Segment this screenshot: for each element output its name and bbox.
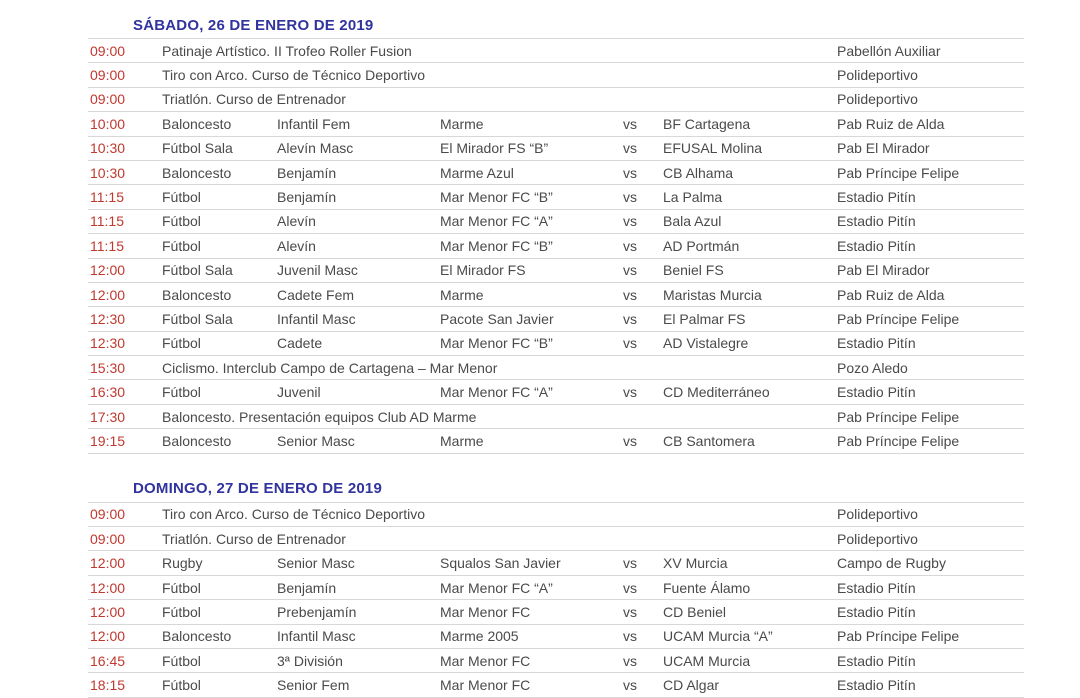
venue-cell: Pab Príncipe Felipe	[837, 432, 960, 449]
home-team-cell: Pacote San Javier	[440, 310, 554, 327]
venue-cell: Estadio Pitín	[837, 384, 916, 401]
category-cell: Benjamín	[277, 579, 337, 596]
event-row	[88, 526, 1024, 550]
sport-cell: Fútbol Sala	[162, 262, 233, 279]
away-team-cell: CB Santomera	[663, 432, 755, 449]
match-row	[88, 282, 1024, 306]
venue-cell: Pab Príncipe Felipe	[837, 628, 960, 645]
away-team-cell: La Palma	[663, 189, 723, 206]
home-team-cell: Marme Azul	[440, 164, 514, 181]
category-cell: Prebenjamín	[277, 603, 357, 620]
category-cell: Alevín Masc	[277, 140, 354, 157]
venue-cell: Pab Príncipe Felipe	[837, 408, 960, 425]
vs-cell: vs	[623, 677, 637, 694]
match-row	[88, 331, 1024, 355]
vs-cell: vs	[623, 579, 637, 596]
vs-cell: vs	[623, 652, 637, 669]
match-row	[88, 575, 1024, 599]
vs-cell: vs	[623, 262, 637, 279]
event-cell: Patinaje Artístico. II Trofeo Roller Fusion	[162, 42, 412, 59]
section-title: DOMINGO, 27 DE ENERO DE 2019	[133, 480, 383, 498]
match-row	[88, 233, 1024, 257]
venue-cell: Pabellón Auxiliar	[837, 42, 941, 59]
category-cell: Alevín	[277, 213, 316, 230]
vs-cell: vs	[623, 432, 637, 449]
sport-cell: Baloncesto	[162, 164, 232, 181]
home-team-cell: Mar Menor FC	[440, 603, 531, 620]
category-cell: Senior Fem	[277, 677, 350, 694]
away-team-cell: Bala Azul	[663, 213, 722, 230]
category-cell: Cadete	[277, 335, 323, 352]
day-section	[88, 476, 1024, 698]
home-team-cell: Mar Menor FC “B”	[440, 189, 553, 206]
sport-cell: Fútbol Sala	[162, 310, 233, 327]
away-team-cell: CD Algar	[663, 677, 720, 694]
vs-cell: vs	[623, 335, 637, 352]
time-cell: 16:45	[90, 652, 126, 669]
sport-cell: Fútbol	[162, 335, 201, 352]
day-section	[88, 12, 1024, 454]
time-cell: 11:15	[90, 189, 124, 206]
away-team-cell: BF Cartagena	[663, 115, 751, 132]
match-row	[88, 209, 1024, 233]
away-team-cell: CD Beniel	[663, 603, 727, 620]
match-row	[88, 111, 1024, 135]
event-cell: Triatlón. Curso de Entrenador	[162, 530, 346, 547]
vs-cell: vs	[623, 213, 637, 230]
time-cell: 09:00	[90, 42, 126, 59]
match-row	[88, 160, 1024, 184]
home-team-cell: Mar Menor FC “A”	[440, 384, 553, 401]
home-team-cell: El Mirador FS	[440, 262, 526, 279]
vs-cell: vs	[623, 603, 637, 620]
vs-cell: vs	[623, 384, 637, 401]
venue-cell: Polideportivo	[837, 506, 918, 523]
time-cell: 15:30	[90, 359, 126, 376]
time-cell: 17:30	[90, 408, 126, 425]
time-cell: 12:30	[90, 335, 126, 352]
sport-cell: Baloncesto	[162, 115, 232, 132]
away-team-cell: XV Murcia	[663, 555, 728, 572]
away-team-cell: UCAM Murcia “A”	[663, 628, 773, 645]
venue-cell: Polideportivo	[837, 91, 918, 108]
vs-cell: vs	[623, 115, 637, 132]
venue-cell: Pab El Mirador	[837, 262, 930, 279]
event-cell: Baloncesto. Presentación equipos Club AD Marme	[162, 408, 477, 425]
home-team-cell: Marme 2005	[440, 628, 519, 645]
sport-cell: Fútbol	[162, 677, 201, 694]
category-cell: Benjamín	[277, 164, 337, 181]
time-cell: 12:00	[90, 286, 126, 303]
venue-cell: Campo de Rugby	[837, 555, 946, 572]
category-cell: Senior Masc	[277, 555, 355, 572]
time-cell: 12:00	[90, 628, 126, 645]
match-row	[88, 379, 1024, 403]
sport-cell: Baloncesto	[162, 432, 232, 449]
time-cell: 09:00	[90, 67, 126, 84]
time-cell: 10:00	[90, 115, 126, 132]
category-cell: Senior Masc	[277, 432, 355, 449]
time-cell: 16:30	[90, 384, 126, 401]
venue-cell: Estadio Pitín	[837, 652, 916, 669]
sport-cell: Fútbol	[162, 237, 201, 254]
vs-cell: vs	[623, 164, 637, 181]
match-row	[88, 672, 1024, 696]
vs-cell: vs	[623, 237, 637, 254]
event-row	[88, 62, 1024, 86]
category-cell: 3ª División	[277, 652, 343, 669]
event-row	[88, 355, 1024, 379]
venue-cell: Estadio Pitín	[837, 335, 916, 352]
time-cell: 10:30	[90, 140, 126, 157]
time-cell: 12:30	[90, 310, 126, 327]
away-team-cell: Beniel FS	[663, 262, 724, 279]
match-row	[88, 648, 1024, 672]
away-team-cell: Maristas Murcia	[663, 286, 762, 303]
time-cell: 09:00	[90, 91, 126, 108]
time-cell: 11:15	[90, 213, 124, 230]
home-team-cell: El Mirador FS “B”	[440, 140, 549, 157]
event-cell: Ciclismo. Interclub Campo de Cartagena – Mar Menor	[162, 359, 498, 376]
event-row	[88, 87, 1024, 111]
venue-cell: Pab Ruiz de Alda	[837, 115, 945, 132]
time-cell: 12:00	[90, 555, 126, 572]
venue-cell: Estadio Pitín	[837, 213, 916, 230]
away-team-cell: AD Portmán	[663, 237, 740, 254]
match-row	[88, 599, 1024, 623]
home-team-cell: Mar Menor FC “B”	[440, 237, 553, 254]
sport-cell: Fútbol	[162, 384, 201, 401]
home-team-cell: Marme	[440, 432, 484, 449]
time-cell: 12:00	[90, 603, 126, 620]
event-cell: Tiro con Arco. Curso de Técnico Deportivo	[162, 67, 426, 84]
time-cell: 19:15	[90, 432, 126, 449]
venue-cell: Pozo Aledo	[837, 359, 908, 376]
vs-cell: vs	[623, 555, 637, 572]
match-row	[88, 306, 1024, 330]
category-cell: Cadete Fem	[277, 286, 355, 303]
category-cell: Juvenil	[277, 384, 321, 401]
venue-cell: Estadio Pitín	[837, 603, 916, 620]
match-row	[88, 184, 1024, 208]
match-row	[88, 624, 1024, 648]
event-row	[88, 38, 1024, 62]
away-team-cell: Fuente Álamo	[663, 579, 751, 596]
away-team-cell: EFUSAL Molina	[663, 140, 763, 157]
sport-cell: Fútbol	[162, 213, 201, 230]
sport-cell: Baloncesto	[162, 628, 232, 645]
venue-cell: Pab Príncipe Felipe	[837, 164, 960, 181]
category-cell: Juvenil Masc	[277, 262, 358, 279]
venue-cell: Pab Ruiz de Alda	[837, 286, 945, 303]
time-cell: 12:00	[90, 262, 126, 279]
venue-cell: Polideportivo	[837, 530, 918, 547]
sport-cell: Rugby	[162, 555, 203, 572]
event-row	[88, 502, 1024, 526]
away-team-cell: CD Mediterráneo	[663, 384, 770, 401]
category-cell: Infantil Masc	[277, 628, 356, 645]
time-cell: 11:15	[90, 237, 124, 254]
time-cell: 10:30	[90, 164, 126, 181]
away-team-cell: El Palmar FS	[663, 310, 746, 327]
sport-cell: Fútbol	[162, 579, 201, 596]
sport-cell: Fútbol	[162, 603, 201, 620]
venue-cell: Estadio Pitín	[837, 677, 916, 694]
category-cell: Alevín	[277, 237, 316, 254]
sport-cell: Fútbol	[162, 652, 201, 669]
away-team-cell: AD Vistalegre	[663, 335, 749, 352]
away-team-cell: UCAM Murcia	[663, 652, 751, 669]
home-team-cell: Mar Menor FC	[440, 652, 531, 669]
vs-cell: vs	[623, 310, 637, 327]
home-team-cell: Mar Menor FC “B”	[440, 335, 553, 352]
away-team-cell: CB Alhama	[663, 164, 734, 181]
venue-cell: Estadio Pitín	[837, 237, 916, 254]
venue-cell: Pab El Mirador	[837, 140, 930, 157]
home-team-cell: Mar Menor FC	[440, 677, 531, 694]
venue-cell: Pab Príncipe Felipe	[837, 310, 960, 327]
event-cell: Tiro con Arco. Curso de Técnico Deportivo	[162, 506, 426, 523]
match-row	[88, 428, 1024, 452]
time-cell: 12:00	[90, 579, 126, 596]
time-cell: 09:00	[90, 530, 126, 547]
venue-cell: Estadio Pitín	[837, 579, 916, 596]
category-cell: Benjamín	[277, 189, 337, 206]
home-team-cell: Marme	[440, 286, 484, 303]
vs-cell: vs	[623, 189, 637, 206]
section-title: SÁBADO, 26 DE ENERO DE 2019	[133, 16, 374, 34]
vs-cell: vs	[623, 140, 637, 157]
vs-cell: vs	[623, 628, 637, 645]
home-team-cell: Squalos San Javier	[440, 555, 561, 572]
venue-cell: Estadio Pitín	[837, 189, 916, 206]
event-row	[88, 404, 1024, 428]
time-cell: 18:15	[90, 677, 126, 694]
venue-cell: Polideportivo	[837, 67, 918, 84]
vs-cell: vs	[623, 286, 637, 303]
match-row	[88, 258, 1024, 282]
match-row	[88, 550, 1024, 574]
schedule-rows	[88, 38, 1024, 454]
category-cell: Infantil Fem	[277, 115, 351, 132]
category-cell: Infantil Masc	[277, 310, 356, 327]
home-team-cell: Marme	[440, 115, 484, 132]
time-cell: 09:00	[90, 506, 126, 523]
match-row	[88, 136, 1024, 160]
home-team-cell: Mar Menor FC “A”	[440, 213, 553, 230]
schedule-rows	[88, 502, 1024, 698]
sport-cell: Fútbol Sala	[162, 140, 233, 157]
event-cell: Triatlón. Curso de Entrenador	[162, 91, 346, 108]
home-team-cell: Mar Menor FC “A”	[440, 579, 553, 596]
sport-cell: Fútbol	[162, 189, 201, 206]
sport-cell: Baloncesto	[162, 286, 232, 303]
